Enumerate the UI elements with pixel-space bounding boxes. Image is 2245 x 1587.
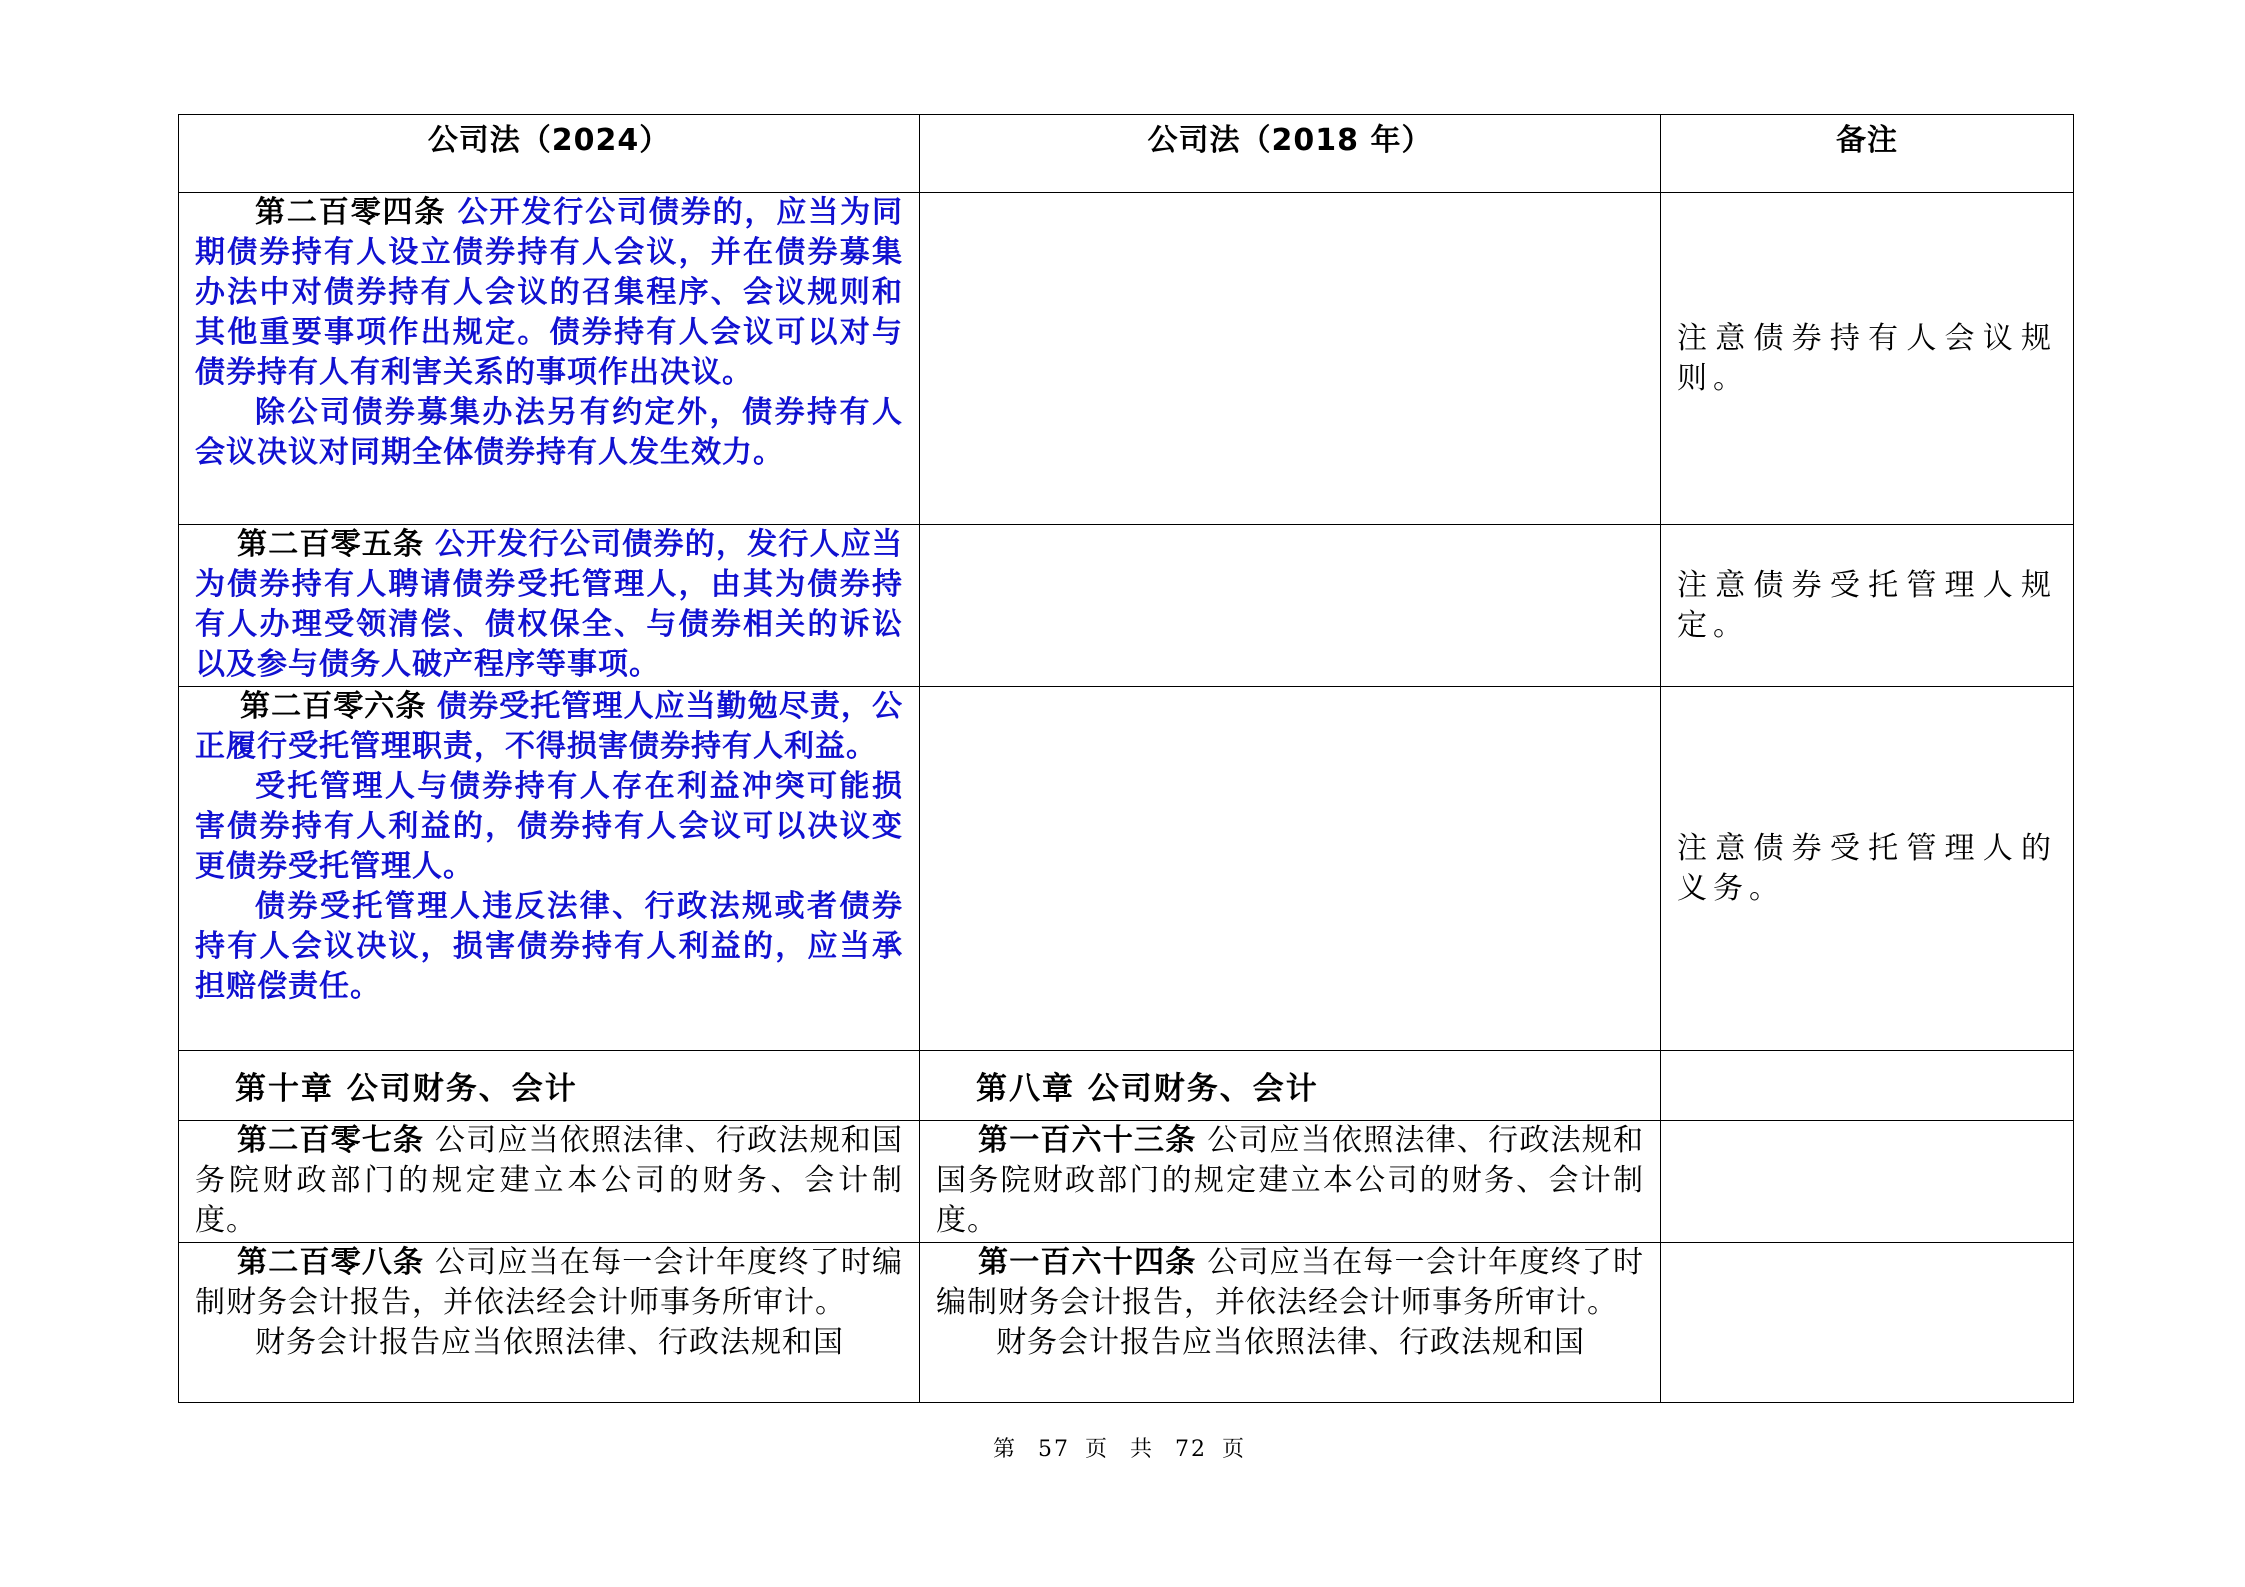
cell-2024-article-204 [179,193,920,525]
header-row [179,115,2074,193]
page-footer [0,1432,2245,1463]
note-cell: 注意债券受托管理人规定。 [1661,525,2074,687]
cell-2024-article-207 [179,1121,920,1243]
article-text: 除公司债券募集办法另有约定外，债券持有人会议决议对同期全体债券持有人发生效力。 [195,395,903,470]
article-text: 公司应当依照法律、行政法规和国务院财政部门的规定建立本公司的财务、会计制度。 [936,1123,1644,1238]
article-text: 受托管理人与债券持有人存在利益冲突可能损害债券持有人利益的，债券持有人会议可以决议变更债券受托管理人。 [195,769,903,884]
cell-2024-article-208 [179,1243,920,1403]
cell-2018-article-163 [920,1121,1661,1243]
article-text: 公司应当依照法律、行政法规和国务院财政部门的规定建立本公司的财务、会计制度。 [195,1123,903,1238]
cell-2018-empty [920,525,1661,687]
article-number: 第二百零四条 [255,195,447,230]
article-text: 公开发行公司债券的，发行人应当为债券持有人聘请债券受托管理人，由其为债券持有人办理受领清偿、债权保全、与债券相关的诉讼以及参与债务人破产程序等事项。 [195,527,903,682]
cell-2018-empty [920,687,1661,1051]
article-text: 债券受托管理人违反法律、行政法规或者债券持有人会议决议，损害债券持有人利益的，应当承担赔偿责任。 [195,889,903,1004]
article-text: 债券受托管理人应当勤勉尽责，公正履行受托管理职责，不得损害债券持有人利益。 [195,689,903,764]
table-row [179,1243,2074,1403]
footer-suffix: 页 [1222,1437,1253,1462]
table-row [179,193,2074,525]
table-row [179,687,2074,1051]
comparison-table [178,114,2074,1403]
cell-2024-article-205 [179,525,920,687]
header-2024: 公司法（2024） [179,115,920,193]
article-number: 第一百六十四条 [978,1245,1197,1280]
article-text: 公司应当在每一会计年度终了时编制财务会计报告，并依法经会计师事务所审计。 [195,1245,903,1320]
article-text: 财务会计报告应当依照法律、行政法规和国 [255,1325,844,1360]
note-cell-empty [1661,1121,2074,1243]
article-number: 第一百六十三条 [978,1123,1197,1158]
cell-2018-empty [920,193,1661,525]
article-number: 第二百零五条 [237,527,425,562]
note-cell-empty [1661,1243,2074,1403]
note-cell: 注意债券受托管理人的义务。 [1661,687,2074,1051]
total-pages: 72 [1175,1437,1207,1462]
article-text: 公开发行公司债券的，应当为同期债券持有人设立债券持有人会议，并在债券募集办法中对债券持有人会议的召集程序、会议规则和其他重要事项作出规定。债券持有人会议可以对与债券持有人有利害关系的事项作出决议。 [195,195,904,390]
cell-2018-article-164 [920,1243,1661,1403]
header-notes: 备注 [1661,115,2074,193]
note-cell-empty [1661,1051,2074,1121]
note-cell: 注意债券持有人会议规则。 [1661,193,2074,525]
chapter-row [179,1051,2074,1121]
chapter-heading-2018: 第八章 公司财务、会计 [920,1051,1661,1121]
table-row [179,525,2074,687]
article-text: 财务会计报告应当依照法律、行政法规和国 [996,1325,1585,1360]
header-2018: 公司法（2018 年） [920,115,1661,193]
cell-2024-article-206 [179,687,920,1051]
page-number: 57 [1038,1437,1070,1462]
article-number: 第二百零六条 [240,689,427,724]
chapter-heading-2024: 第十章 公司财务、会计 [179,1051,920,1121]
article-number: 第二百零八条 [237,1245,425,1280]
footer-mid: 页 共 [1085,1437,1160,1462]
table-row [179,1121,2074,1243]
article-text: 公司应当在每一会计年度终了时编制财务会计报告，并依法经会计师事务所审计。 [936,1245,1644,1320]
footer-prefix: 第 [992,1437,1023,1462]
article-number: 第二百零七条 [237,1123,425,1158]
